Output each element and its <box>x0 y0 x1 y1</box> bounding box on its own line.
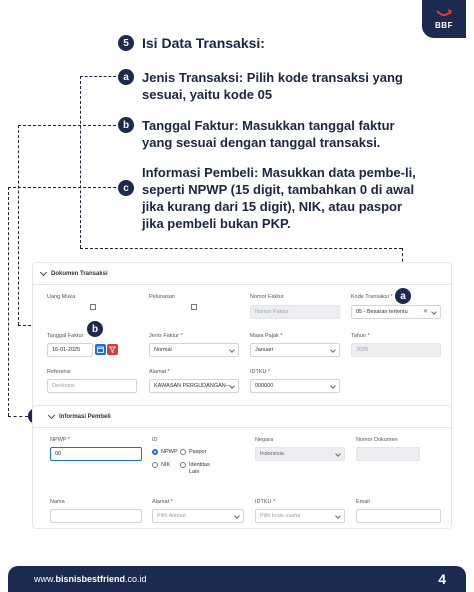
connector-a <box>80 248 402 249</box>
instruction-jenis-transaksi: Jenis Transaksi: Pilih kode transaksi yang sesuai, yaitu kode 05 <box>142 70 403 102</box>
chevron-down-icon <box>330 347 336 353</box>
kode-transaksi-select[interactable] <box>351 305 441 319</box>
dokumen-transaksi-header[interactable] <box>33 263 451 285</box>
email-label: Email <box>356 499 370 505</box>
dokumen-transaksi-card <box>32 262 452 412</box>
chevron-down-icon <box>335 513 341 519</box>
email-input[interactable] <box>356 509 441 523</box>
connector-c <box>8 187 9 416</box>
chevron-down-icon <box>234 513 240 519</box>
id-radio-paspor[interactable] <box>180 449 186 455</box>
page-number: 4 <box>438 571 446 587</box>
instruction-marker-c: c <box>118 180 134 196</box>
nomor-dokumen-input[interactable] <box>356 447 420 461</box>
pembeli-alamat-label: Alamat * <box>152 499 173 505</box>
brand-name: BBF <box>435 20 453 30</box>
kode-transaksi-label: Kode Transaksi * <box>351 294 393 300</box>
idtku-label: IDTKU * <box>250 369 271 375</box>
tahun-input[interactable]: 2025 <box>351 343 441 357</box>
referensi-label: Referensi <box>47 369 71 375</box>
instruction-marker-b: b <box>118 117 134 133</box>
instruction-informasi-pembeli: Informasi Pembeli: Masukkan data pembe-li, seperti NPWP (15 digit, tambahkan 0 di awal jika kurang dari 15 digit), NIK, atau paspor jika pembeli bukan PKP. <box>142 165 416 231</box>
instruction-marker-a: a <box>118 69 134 85</box>
connector-b <box>18 125 19 325</box>
id-radio-identitas-lain[interactable] <box>180 462 186 468</box>
npwp-input[interactable]: 00 <box>50 447 142 461</box>
connector-a <box>80 76 116 77</box>
clear-icon[interactable]: ✕ <box>422 309 428 315</box>
negara-label: Negara <box>255 437 274 443</box>
chevron-down-icon <box>229 347 235 353</box>
uang-muka-label: Uang Muka <box>47 294 76 300</box>
footer-bar <box>8 566 466 592</box>
step-number-badge: 5 <box>118 35 134 51</box>
jenis-faktur-value: Normal <box>154 347 172 353</box>
id-option-identitas-lain: Identitas Lain <box>189 462 210 475</box>
pembeli-idtku-placeholder: Pilih kode usaha <box>260 513 301 519</box>
bbf-logo-icon <box>436 9 452 19</box>
masa-pajak-label: Masa Pajak * <box>250 333 283 339</box>
idtku-select[interactable] <box>250 379 340 393</box>
instruction-tanggal-faktur: Tanggal Faktur: Masukkan tanggal faktur yang sesuai dengan tanggal transaksi. <box>142 118 395 150</box>
dokumen-transaksi-title: Dokumen Transaksi <box>51 270 108 277</box>
informasi-pembeli-title: Informasi Pembeli <box>59 413 111 420</box>
filter-icon <box>109 346 116 353</box>
masa-pajak-value: Januari <box>255 347 274 353</box>
footer-url-prefix: www. <box>34 574 56 584</box>
chevron-down-icon <box>335 451 341 457</box>
id-radio-npwp[interactable] <box>152 449 158 455</box>
footer-url-domain: bisnisbestfriend <box>55 574 126 584</box>
connector-c <box>8 416 28 417</box>
pembeli-alamat-select[interactable] <box>152 509 244 523</box>
tanggal-faktur-label: Tanggal Faktur <box>47 333 84 339</box>
connector-c <box>8 187 116 188</box>
referensi-input[interactable]: Deskripsi <box>47 379 137 393</box>
nomor-dokumen-label: Nomor Dokumen <box>356 437 398 443</box>
chevron-down-icon <box>431 309 437 315</box>
alamat-select[interactable] <box>149 379 239 393</box>
informasi-pembeli-header[interactable] <box>33 406 451 428</box>
idtku-value: 000000 <box>255 383 274 389</box>
pembeli-idtku-label: IDTKU * <box>255 499 276 505</box>
id-option-nik: NIK <box>161 462 171 468</box>
filter-clear-button[interactable] <box>107 344 118 355</box>
tanggal-faktur-input[interactable]: 16-01-2025 <box>47 343 93 357</box>
pelunasan-label: Pelunasan <box>149 294 175 300</box>
informasi-pembeli-card <box>32 405 452 529</box>
pembeli-idtku-select[interactable] <box>255 509 345 523</box>
brand-badge <box>422 0 466 38</box>
step-title: Isi Data Transaksi: <box>142 35 265 51</box>
nama-label: Nama <box>50 499 65 505</box>
connector-a <box>80 76 81 248</box>
form-marker-a: a <box>395 288 411 304</box>
footer-url[interactable] <box>34 574 147 584</box>
id-label: ID <box>152 437 158 443</box>
id-radio-nik[interactable] <box>152 462 158 468</box>
nama-input[interactable] <box>50 509 142 523</box>
chevron-down-icon <box>330 383 336 389</box>
negara-select[interactable] <box>255 447 345 461</box>
jenis-faktur-label: Jenis Faktur * <box>149 333 183 339</box>
pembeli-alamat-placeholder: Pilih Alamat <box>157 513 186 519</box>
pelunasan-checkbox[interactable] <box>191 304 197 310</box>
id-option-paspor: Paspor <box>189 449 207 455</box>
id-option-npwp: NPWP <box>161 449 178 455</box>
masa-pajak-select[interactable] <box>250 343 340 357</box>
uang-muka-checkbox[interactable] <box>90 304 96 310</box>
npwp-label: NPWP * <box>50 437 71 443</box>
connector-b <box>18 125 116 126</box>
calendar-button[interactable] <box>95 344 106 355</box>
chevron-down-icon <box>48 411 55 418</box>
tahun-label: Tahun * <box>351 333 370 339</box>
nomor-faktur-label: Nomor Faktur <box>250 294 284 300</box>
calendar-icon <box>97 346 104 353</box>
alamat-value: KAWASAN PERGUDANGAN--- <box>154 383 232 389</box>
alamat-label: Alamat * <box>149 369 170 375</box>
form-marker-b: b <box>87 321 103 337</box>
jenis-faktur-select[interactable] <box>149 343 239 357</box>
negara-value: Indonesia <box>260 451 284 457</box>
chevron-down-icon <box>40 268 47 275</box>
kode-transaksi-value: 05 - Besaran tertentu <box>356 309 408 315</box>
nomor-faktur-input[interactable]: Nomor Faktur <box>250 305 340 319</box>
footer-url-suffix: .co.id <box>125 574 147 584</box>
